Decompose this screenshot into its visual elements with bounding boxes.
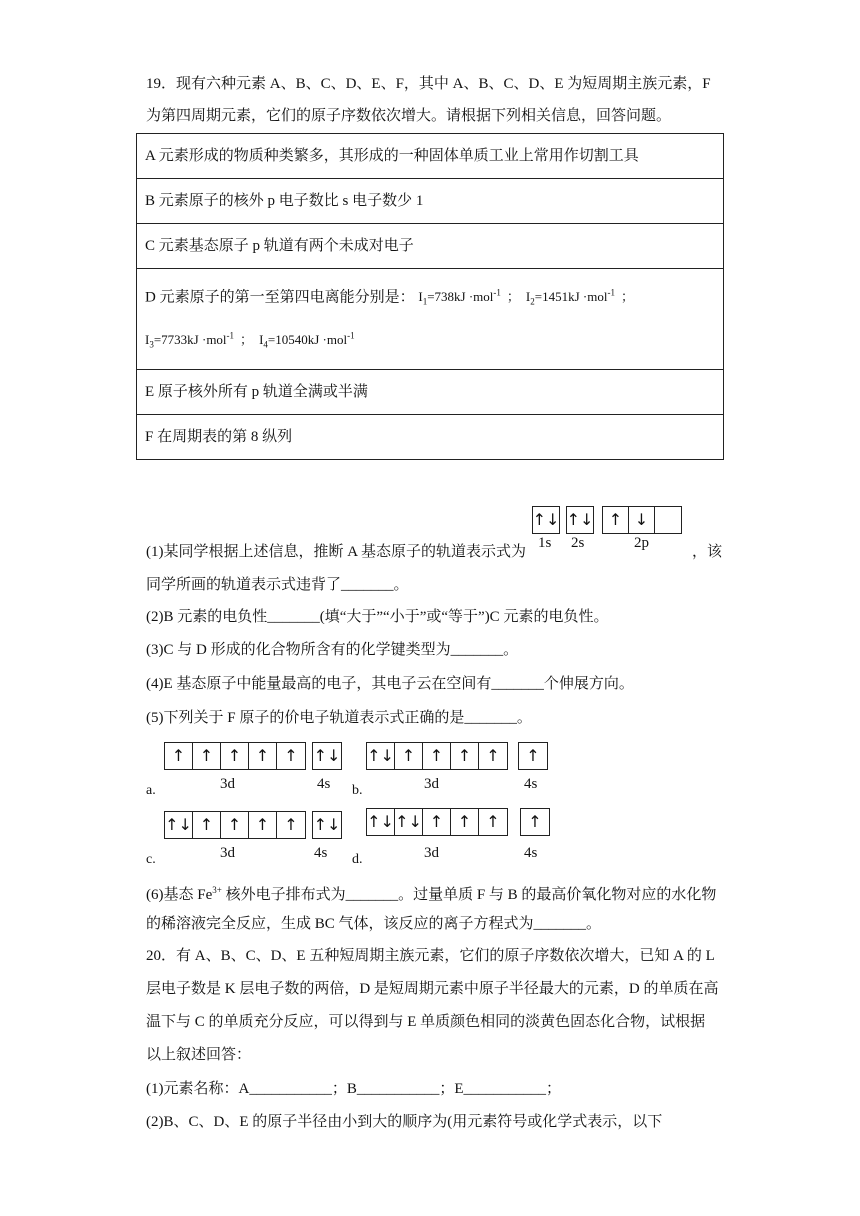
option-d-diagram (366, 808, 550, 836)
orbital-1s: ↑↓ (532, 506, 560, 534)
document-page: 19．现有六种元素 A、B、C、D、E、F，其中 A、B、C、D、E 为短周期主族元素，F 为第四周期元素，它们的原子序数依次增大。请根据下列相关信息，回答问题。 A 元素形成的物质种类繁多，其形成的一种固体单质工业上常用作切割工具 B 元素原子的核外 p 电子数比 s 电子数少 1 C 元素基态原子 p 轨道有两个未成对电子 D 元素原子的第一至第四电离能分别是： $I_1=738kJ \cdot mol^{-1}$ ； $I_2=1451kJ \cdot mol^{-1}$ ； $I_3=7733kJ \cdot mol^{-1}$ ； $I_4=10540kJ \cdot mol^{-1}$ E 原子核外所有 p 轨道全满或半满 F 在周期表的第 8 纵列 ↑↓ ↑↓ ↑ ↓ 1s 2s 2p (1)某同学根据上述信息，推断 A 基态原子的轨道表示式为 ，该 同学所画的轨道表示式违背了_______。 (2)B 元素的电负性_______(填“大于”“小于”或“等于”)C 元素的电负性。 (3)C 与 D 形成的化合物所含有的化学键类型为_______。 (4)E 基态原子中能量最高的电子，其电子云在空间有_______个伸展方向。 (5)下列关于 F 原子的价电子轨道表示式正确的是_______。 ↑ ↑ ↑ ↑ ↑ ↑↓ 3d 4s a. ↑↓ ↑ ↑ ↑ ↑ ↑ 3d 4s b. ↑↓ ↑ ↑ ↑ ↑ ↑↓ 3d 4s c. ↑↓ ↑↓ ↑ ↑ ↑ ↑ 3d 4s d. (6)基态 $Fe^{3+}$ 核外电子排布式为_______。过量单质 F 与 B 的最高价氧化物对应的水化物 的稀溶液完全反应，生成 BC 气体，该反应的离子方程式为_______。 20．有 A、B、C、D、E 五种短周期主族元素，它们的原子序数依次增大，已知 A 的 L 层电子数是 K 层电子数的两倍，D 是短周期元素中原子半径最大的元素，D 的单质在高 温下与 C 的单质充分反应，可以得到与 E 单质颜色相同的淡黄色固态化合物，试根据 以上叙述回答： (1)元素名称：A___________；B___________；E___________； (2)B、C、D、E 的原子半径由小到大的顺序为(用元素符号或化学式表示，以下 (0, 0, 860, 1216)
option-a-4s: ↑↓ (312, 742, 342, 770)
q19-part5: (5)下列关于 F 原子的价电子轨道表示式正确的是_______。 (146, 710, 532, 726)
option-b-diagram (366, 742, 548, 770)
table-row-f (137, 415, 724, 460)
q19-part1-line2: 同学所画的轨道表示式违背了_______。 (146, 577, 409, 593)
q19-part1-line1: (1)某同学根据上述信息，推断 A 基态原子的轨道表示式为 (146, 544, 526, 560)
q19-intro-line1: 19．现有六种元素 A、B、C、D、E、F，其中 A、B、C、D、E 为短周期主族元素，F (146, 76, 711, 92)
ionization-i1: $I_1=738kJ \cdot mol^{-1}$ (418, 288, 501, 307)
a-orbital-diagram (532, 506, 682, 534)
label-2p: 2p (634, 535, 649, 551)
ionization-i4: $I_4=10540kJ \cdot mol^{-1}$ (259, 331, 355, 350)
option-d-3d: ↑↓ ↑↓ ↑ ↑ ↑ (366, 808, 508, 836)
q19-part6-line1: (6)基态 $Fe^{3+}$ 核外电子排布式为_______。过量单质 F 与 B 的最高价氧化物对应的水化物 (146, 885, 717, 903)
label-1s: 1s (538, 535, 552, 551)
q20-line4: 以上叙述回答： (146, 1047, 252, 1063)
option-c-letter: c. (146, 852, 156, 867)
table-row-b (137, 179, 724, 224)
table-cell-b: B 元素原子的核外 p 电子数比 s 电子数少 1 (137, 179, 724, 224)
table-cell-c: C 元素基态原子 p 轨道有两个未成对电子 (137, 224, 724, 269)
option-b-4s: ↑ (518, 742, 548, 770)
table-cell-e: E 原子核外所有 p 轨道全满或半满 (137, 370, 724, 415)
q20-line1: 20．有 A、B、C、D、E 五种短周期主族元素，它们的原子序数依次增大，已知 A 的 L (146, 948, 715, 964)
q20-part1: (1)元素名称：A___________；B___________；E___________； (146, 1081, 561, 1097)
option-d-4s: ↑ (520, 808, 550, 836)
table-cell-a: A 元素形成的物质种类繁多，其形成的一种固体单质工业上常用作切割工具 (137, 134, 724, 179)
q19-part3: (3)C 与 D 形成的化合物所含有的化学键类型为_______。 (146, 642, 519, 658)
table-cell-f: F 在周期表的第 8 纵列 (137, 415, 724, 460)
option-c-3d: ↑↓ ↑ ↑ ↑ ↑ (164, 811, 306, 839)
table-row-a (137, 134, 724, 179)
q19-intro-line2: 为第四周期元素，它们的原子序数依次增大。请根据下列相关信息，回答问题。 (146, 108, 672, 124)
q19-part6-line2: 的稀溶液完全反应，生成 BC 气体，该反应的离子方程式为_______。 (146, 916, 602, 932)
option-a-diagram (164, 742, 342, 770)
table-row-e (137, 370, 724, 415)
option-a-letter: a. (146, 783, 156, 798)
ionization-i3: $I_3=7733kJ \cdot mol^{-1}$ (145, 331, 235, 350)
option-a-3d: ↑ ↑ ↑ ↑ ↑ (164, 742, 306, 770)
option-b-letter: b. (352, 783, 363, 798)
option-c-4s: ↑↓ (312, 811, 342, 839)
option-c-diagram (164, 811, 342, 839)
element-info-table (136, 133, 724, 460)
q19-part2: (2)B 元素的电负性_______(填“大于”“小于”或“等于”)C 元素的电负性。 (146, 609, 609, 625)
ionization-i2: $I_2=1451kJ \cdot mol^{-1}$ (525, 288, 615, 307)
row-d-prefix: D 元素原子的第一至第四电离能分别是： (145, 289, 415, 306)
q20-line3: 温下与 C 的单质充分反应，可以得到与 E 单质颜色相同的淡黄色固态化合物，试根据 (146, 1014, 706, 1030)
orbital-2s: ↑↓ (566, 506, 594, 534)
table-row-d (137, 269, 724, 370)
orbital-2p: ↑ ↓ (602, 506, 682, 534)
label-2s: 2s (571, 535, 585, 551)
table-cell-d: D 元素原子的第一至第四电离能分别是： $I_1=738kJ \cdot mol^{-1}$ ； $I_2=1451kJ \cdot mol^{-1}$ ； $I_3=7733kJ \cdot mol^{-1}$ ； $I_4=10540kJ \cdot mol^{-1}$ (137, 269, 724, 370)
q20-part2: (2)B、C、D、E 的原子半径由小到大的顺序为(用元素符号或化学式表示，以下 (146, 1114, 663, 1130)
q19-part4: (4)E 基态原子中能量最高的电子，其电子云在空间有_______个伸展方向。 (146, 676, 634, 692)
option-d-letter: d. (352, 852, 363, 867)
option-b-3d: ↑↓ ↑ ↑ ↑ ↑ (366, 742, 508, 770)
q19-part1-tail: ，该 (692, 544, 723, 560)
q20-line2: 层电子数是 K 层电子数的两倍，D 是短周期元素中原子半径最大的元素，D 的单质在高 (146, 981, 719, 997)
table-row-c (137, 224, 724, 269)
